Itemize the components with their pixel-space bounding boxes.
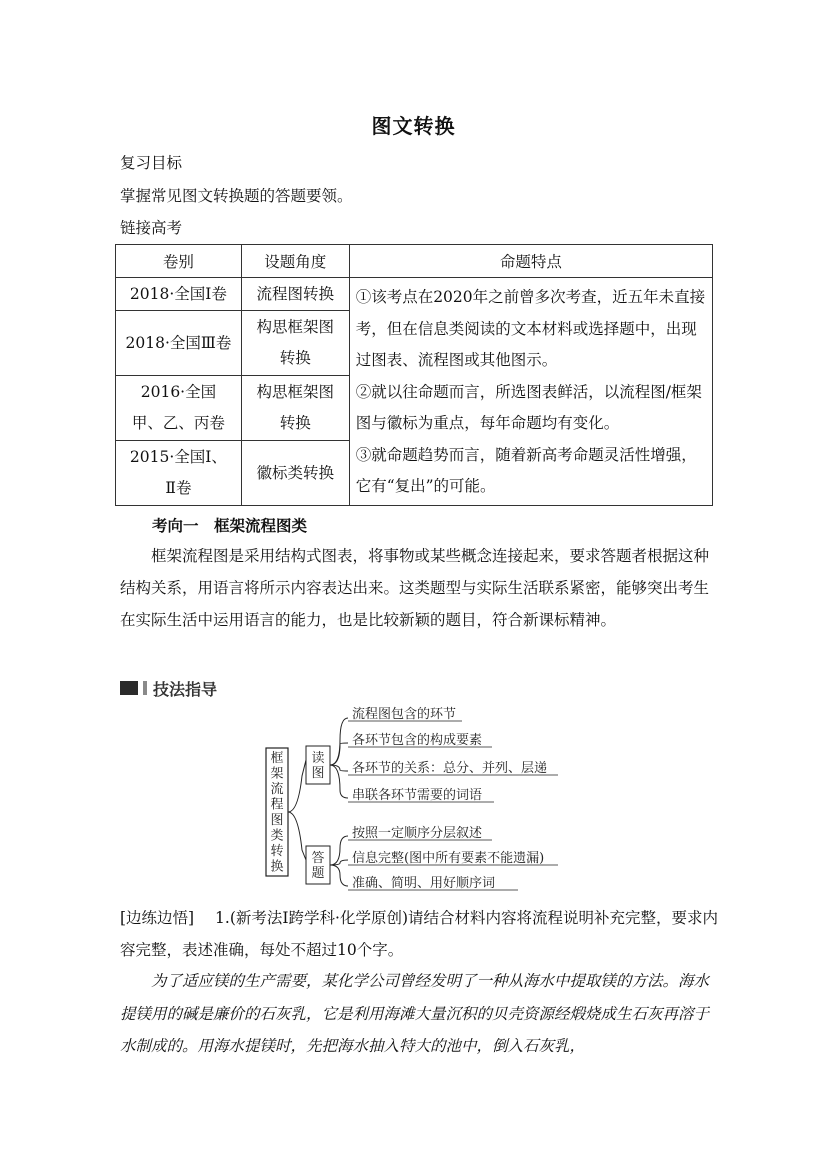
diagram-item: 按照一定顺序分层叙述: [352, 826, 483, 841]
angle-cell: 徽标类转换: [241, 441, 349, 506]
review-goal-text: 掌握常见图文转换题的答题要领。: [120, 187, 353, 205]
exam-table: [115, 244, 713, 506]
diagram-root-char: 类: [270, 828, 284, 844]
section-paragraph: 框架流程图是采用结构式图表，将事物或某些概念连接起来，要求答题者根据这种结构关系，用语言将所示内容表达出来。这类题型与实际生活联系紧密，能够突出考生在实际生活中运用语言的能力，也是比较新颖的题目，符合新课标精神。: [120, 547, 710, 629]
paper-cell: 2018·全国Ⅰ卷: [116, 278, 242, 311]
diagram-branch-char: 读: [311, 751, 325, 766]
angle-cell: 流程图转换: [241, 278, 349, 311]
table-header-row: [116, 245, 713, 278]
diagram-item: 准确、简明、用好顺序词: [352, 876, 496, 891]
angle-cell: 构思框架图转换: [241, 376, 349, 441]
diagram-branch-label: [311, 851, 324, 881]
diagram-root-char: 程: [270, 797, 284, 813]
practice-tag: [边练边悟]: [120, 909, 195, 927]
table-header: 命题特点: [349, 245, 712, 278]
diagram-link: [288, 760, 306, 812]
diagram-item: 信息完整(图中所有要素不能遗漏): [352, 851, 545, 866]
feature-item: ③就命题趋势而言，随着新高考命题灵活性增强，它有“复出”的可能。: [355, 445, 697, 495]
diagram-branch-char: 图: [311, 766, 325, 781]
diagram-bracket: [330, 836, 348, 865]
banner-block-icon: [120, 681, 138, 695]
practice-source: (新考法Ⅰ跨学科·化学原创): [229, 909, 408, 927]
page-title: 图文转换: [371, 114, 456, 138]
practice-prompt: 请结合材料内容将流程说明补充完整，要求内容完整，表述准确，每处不超过10个字。: [120, 909, 719, 959]
diagram-bracket: [330, 718, 348, 765]
practice-question: [120, 902, 720, 966]
diagram-root-char: 流: [270, 782, 284, 797]
diagram-item: 各环节包含的构成要素: [352, 733, 483, 748]
material-paragraph: 为了适应镁的生产需要，某化学公司曾经发明了一种从海水中提取镁的方法。海水提镁用的碱是廉价的石灰乳，它是利用海滩大量沉积的贝壳资源经煅烧成生石灰再溶于水制成的。用海水提镁时，先把海水抽入特大的池中，倒入石灰乳，: [120, 972, 710, 1055]
table-header: 卷别: [116, 245, 242, 278]
diagram-branch-char: 答: [311, 851, 325, 866]
diagram-branch-char: 题: [311, 866, 325, 881]
link-heading: 链接高考: [120, 219, 183, 237]
diagram-branch-label: [311, 750, 324, 781]
diagram-item: 串联各环节需要的词语: [352, 788, 483, 803]
paper-cell: 2016·全国甲、乙、丙卷: [116, 376, 242, 441]
banner-label: 技法指导: [153, 679, 218, 699]
angle-cell: 构思框架图转换: [241, 311, 349, 376]
diagram-bracket: [330, 743, 348, 765]
banner-bar-icon: [143, 681, 147, 695]
practice-number: 1.: [215, 909, 230, 927]
technique-banner: [120, 676, 217, 700]
diagram-root-char: 框: [270, 751, 284, 766]
diagram-root-char: 转: [270, 844, 284, 859]
diagram-item: 流程图包含的环节: [352, 707, 457, 722]
paper-cell: 2018·全国Ⅲ卷: [116, 311, 242, 376]
features-cell: [349, 278, 712, 506]
table-row: [116, 278, 713, 311]
section-heading: 考向一 框架流程图类: [152, 516, 308, 535]
review-goal-heading: 复习目标: [120, 154, 183, 172]
diagram-root-char: 图: [270, 813, 284, 828]
diagram-root-text: [270, 750, 283, 875]
paper-cell: 2015·全国Ⅰ、Ⅱ卷: [116, 441, 242, 506]
diagram-root-char: 换: [270, 859, 284, 875]
feature-item: ①该考点在2020年之前曾多次考查，近五年未直接考，但在信息类阅读的文本材料或选择题中，出现过图表、流程图或其他图示。: [355, 288, 706, 369]
diagram-link: [288, 812, 306, 860]
diagram-root-char: 架: [270, 766, 284, 782]
table-header: 设题角度: [241, 245, 349, 278]
diagram-item: 各环节的关系：总分、并列、层递: [352, 761, 548, 776]
feature-item: ②就以往命题而言，所选图表鲜活，以流程图/框架图与徽标为重点，每年命题均有变化。: [355, 382, 702, 432]
framework-diagram: [262, 700, 572, 900]
diagram-bracket: [330, 865, 348, 886]
diagram-bracket: [330, 765, 348, 798]
